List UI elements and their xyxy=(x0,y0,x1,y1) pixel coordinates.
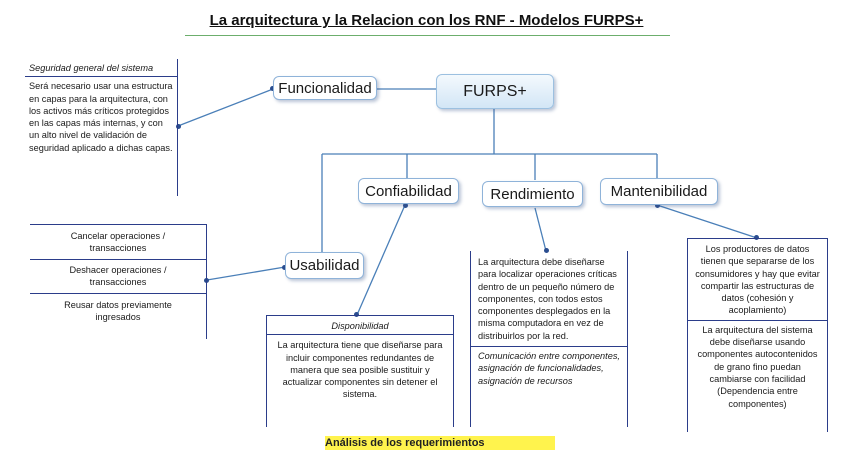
usabilidad-items-box xyxy=(30,224,207,339)
disponibilidad-heading: Disponibilidad xyxy=(331,321,389,331)
usabilidad-item-2: Deshacer operaciones / transacciones xyxy=(69,264,167,287)
link-confiabilidad-disponibilidad xyxy=(357,205,405,315)
usabilidad-item-3: Reusar datos previamente ingresados xyxy=(64,300,172,323)
disponibilidad-text: La arquitectura tiene que diseñarse para incluir componentes redundantes de manera que sea posible sustituir y actualizar componentes sin detener el sistema. xyxy=(277,340,443,400)
rendimiento-box xyxy=(470,251,628,427)
divider xyxy=(30,293,206,294)
divider xyxy=(25,76,177,77)
link-rendimiento-box xyxy=(535,208,546,251)
usabilidad-node: Usabilidad xyxy=(285,252,364,279)
seguridad-text: Será necesario usar una estructura en capas para la arquitectura, con los activos más críticos protegidos en las capas más internas, y con un alto nivel de validación de seguridad aplicado a dichas capas. xyxy=(29,81,173,153)
confiabilidad-node: Confiabilidad xyxy=(358,178,459,204)
mantenibilidad-box xyxy=(687,238,828,432)
funcionalidad-node: Funcionalidad xyxy=(273,76,377,100)
page-title: La arquitectura y la Relacion con los RNF - Modelos FURPS+ xyxy=(209,12,644,29)
link-mantenibilidad-box xyxy=(657,205,757,238)
divider xyxy=(471,346,627,347)
furps-root-node: FURPS+ xyxy=(436,74,554,109)
rendimiento-node: Rendimiento xyxy=(482,181,583,207)
seguridad-heading: Seguridad general del sistema xyxy=(29,63,154,73)
rendimiento-text: La arquitectura debe diseñarse para localizar operaciones críticas dentro de un pequeño número de componentes, con todos estos componentes desplegados en la misma computadora en vez de distribuirlos por la red. xyxy=(478,257,617,341)
divider xyxy=(30,259,206,260)
divider xyxy=(30,224,206,225)
seguridad-box xyxy=(25,59,178,196)
usabilidad-item-1: Cancelar operaciones / transacciones xyxy=(70,231,166,254)
footer-highlight: Análisis de los requerimientos xyxy=(325,436,555,450)
disponibilidad-box xyxy=(266,315,454,427)
link-funcionalidad-seguridad xyxy=(178,89,273,126)
link-usabilidad-items xyxy=(207,267,285,280)
mantenibilidad-text-1: Los productores de datos tienen que separarse de los consumidores y hay que evitar compartir las estructuras de datos (cohesión y acoplamiento) xyxy=(695,244,820,316)
mantenibilidad-node: Mantenibilidad xyxy=(600,178,718,205)
rendimiento-note: Comunicación entre componentes, asignación de funcionalidades, asignación de recursos xyxy=(478,351,620,386)
mantenibilidad-text-2: La arquitectura del sistema debe diseñarse usando componentes autocontenidos de grano fino puedan cambiarse con facilidad (Dependencia entre componentes) xyxy=(697,324,818,409)
